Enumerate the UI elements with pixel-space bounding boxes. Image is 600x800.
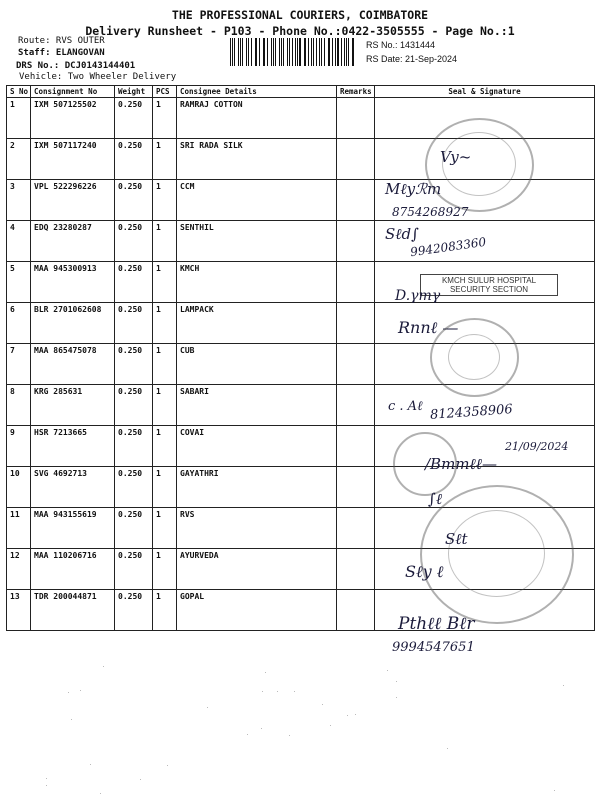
signature-11: Sℓt — [445, 530, 468, 548]
cell-weight: 0.250 — [115, 180, 153, 221]
signature-5: D.γmγ — [395, 288, 441, 304]
speck — [100, 793, 101, 794]
speck — [46, 785, 47, 786]
barcode-bar — [305, 38, 306, 66]
barcode-bar — [275, 38, 276, 66]
seal-stamp-11-inner — [448, 510, 545, 597]
speck — [355, 714, 356, 715]
cell-sno: 8 — [7, 385, 31, 426]
barcode-bar — [238, 38, 239, 66]
barcode-bar — [259, 38, 260, 66]
speck — [396, 681, 397, 682]
cell-consignment: EDQ 23280287 — [31, 221, 115, 262]
cell-sno: 13 — [7, 590, 31, 631]
barcode-bar — [335, 38, 336, 66]
cell-weight: 0.250 — [115, 590, 153, 631]
speck — [322, 704, 323, 705]
cell-pcs: 1 — [153, 303, 177, 344]
cell-weight: 0.250 — [115, 139, 153, 180]
cell-consignment: MAA 943155619 — [31, 508, 115, 549]
cell-sno: 4 — [7, 221, 31, 262]
barcode-bar — [313, 38, 314, 66]
speck — [71, 719, 72, 720]
signature-8: c . Aℓ — [388, 399, 423, 414]
cell-remarks — [337, 139, 375, 180]
cell-pcs: 1 — [153, 508, 177, 549]
cell-remarks — [337, 508, 375, 549]
cell-sno: 11 — [7, 508, 31, 549]
barcode-bar — [242, 38, 243, 66]
kmch-stamp-line2: SECURITY SECTION — [449, 285, 529, 294]
speck — [262, 691, 263, 692]
cell-consignee: GAYATHRI — [177, 467, 337, 508]
speck — [387, 670, 388, 671]
speck — [103, 666, 104, 667]
vehicle-label: Vehicle: Two Wheeler Delivery — [19, 72, 177, 82]
phone-4: 9942083360 — [409, 234, 487, 260]
cell-consignment: TDR 200044871 — [31, 590, 115, 631]
barcode-bar — [267, 38, 268, 66]
speck — [261, 728, 262, 729]
cell-pcs: 1 — [153, 180, 177, 221]
cell-consignee: RVS — [177, 508, 337, 549]
speck — [277, 691, 278, 692]
speck — [447, 748, 448, 749]
cell-consignee: RAMRAJ COTTON — [177, 98, 337, 139]
cell-weight: 0.250 — [115, 426, 153, 467]
cell-consignment: BLR 2701062608 — [31, 303, 115, 344]
cell-consignment: MAA 865475078 — [31, 344, 115, 385]
speck — [347, 715, 348, 716]
cell-remarks — [337, 549, 375, 590]
kmch-stamp-line1: KMCH SULUR HOSPITAL — [441, 276, 537, 285]
cell-pcs: 1 — [153, 139, 177, 180]
cell-consignment: IXM 507117240 — [31, 139, 115, 180]
col-pcs: PCS — [153, 86, 177, 98]
staff-label: Staff: ELANGOVAN — [18, 48, 105, 58]
col-remarks: Remarks — [337, 86, 375, 98]
speck — [90, 764, 91, 765]
cell-consignee: LAMPACK — [177, 303, 337, 344]
signature-10: ∫ℓ — [428, 490, 443, 508]
cell-sno: 6 — [7, 303, 31, 344]
speck — [167, 765, 168, 766]
cell-weight: 0.250 — [115, 221, 153, 262]
signature-13: Pthℓℓ Bℓr — [398, 614, 475, 634]
barcode-bar — [251, 38, 252, 66]
cell-pcs: 1 — [153, 590, 177, 631]
rs-date: RS Date: 21-Sep-2024 — [366, 54, 458, 64]
runsheet-title: Delivery Runsheet - P103 - Phone No.:0422-3505555 - Page No.:1 — [85, 24, 515, 38]
cell-weight: 0.250 — [115, 385, 153, 426]
cell-pcs: 1 — [153, 426, 177, 467]
col-sno: S No — [7, 86, 31, 98]
barcode-bar — [329, 38, 330, 66]
cell-weight: 0.250 — [115, 549, 153, 590]
cell-consignee: AYURVEDA — [177, 549, 337, 590]
cell-consignment: MAA 110206716 — [31, 549, 115, 590]
col-consignee: Consignee Details — [177, 86, 337, 98]
drs-number: DRS No.: DCJ0143144401 — [16, 61, 136, 71]
speck — [265, 672, 266, 673]
cell-consignee: CCM — [177, 180, 337, 221]
kmch-stamp — [420, 274, 558, 296]
speck — [207, 707, 208, 708]
cell-consignee: SRI RADA SILK — [177, 139, 337, 180]
cell-consignee: SABARI — [177, 385, 337, 426]
phone-13: 9994547651 — [392, 640, 475, 655]
rs-number: RS No.: 1431444 — [366, 40, 436, 50]
speck — [330, 725, 331, 726]
cell-weight: 0.250 — [115, 467, 153, 508]
speck — [554, 790, 555, 791]
cell-remarks — [337, 262, 375, 303]
cell-sno: 7 — [7, 344, 31, 385]
col-consignment: Consignment No — [31, 86, 115, 98]
phone-8: 8124358906 — [429, 402, 514, 423]
speck — [247, 734, 248, 735]
barcode-bar — [246, 38, 247, 66]
cell-remarks — [337, 98, 375, 139]
speck — [80, 690, 81, 691]
cell-consignment: KRG 285631 — [31, 385, 115, 426]
scan-noise — [0, 660, 600, 800]
cell-weight: 0.250 — [115, 98, 153, 139]
cell-sno: 5 — [7, 262, 31, 303]
date-9: 21/09/2024 — [505, 440, 569, 453]
cell-consignee: GOPAL — [177, 590, 337, 631]
table-row — [7, 221, 595, 262]
cell-consignee: KMCH — [177, 262, 337, 303]
cell-sno: 9 — [7, 426, 31, 467]
speck — [140, 779, 141, 780]
signature-9: /Bmmℓℓ— — [425, 455, 498, 473]
barcode-bar — [299, 38, 300, 66]
cell-consignee: CUB — [177, 344, 337, 385]
cell-sno: 2 — [7, 139, 31, 180]
cell-consignment: SVG 4692713 — [31, 467, 115, 508]
cell-remarks — [337, 385, 375, 426]
phone-3: 8754268927 — [392, 205, 469, 219]
cell-pcs: 1 — [153, 467, 177, 508]
speck — [563, 685, 564, 686]
cell-sno: 12 — [7, 549, 31, 590]
barcode-bar — [295, 38, 296, 66]
cell-pcs: 1 — [153, 385, 177, 426]
cell-consignment: HSR 7213665 — [31, 426, 115, 467]
speck — [68, 692, 69, 693]
signature-2: Vy~ — [440, 148, 472, 166]
cell-sno: 1 — [7, 98, 31, 139]
cell-weight: 0.250 — [115, 508, 153, 549]
table-header-row — [7, 86, 595, 98]
barcode-bar — [319, 38, 320, 66]
cell-consignment: MAA 945300913 — [31, 262, 115, 303]
route-label: Route: RVS OUTER — [18, 36, 105, 46]
speck — [289, 735, 290, 736]
cell-pcs: 1 — [153, 262, 177, 303]
signature-12: Sℓy ℓ — [405, 562, 444, 581]
cell-consignee: SENTHIL — [177, 221, 337, 262]
cell-sno: 3 — [7, 180, 31, 221]
col-seal-signature: Seal & Signature — [375, 86, 595, 98]
cell-remarks — [337, 590, 375, 631]
barcode-bar — [321, 38, 322, 66]
cell-pcs: 1 — [153, 221, 177, 262]
signature-4: Sℓd∫ — [385, 225, 419, 243]
barcode — [230, 38, 356, 66]
col-weight: Weight — [115, 86, 153, 98]
cell-remarks — [337, 180, 375, 221]
seal-stamp-7-inner — [448, 334, 500, 380]
cell-consignment: VPL 522296226 — [31, 180, 115, 221]
barcode-bar — [353, 38, 354, 66]
cell-pcs: 1 — [153, 549, 177, 590]
speck — [396, 697, 397, 698]
cell-remarks — [337, 426, 375, 467]
barcode-bar — [337, 38, 338, 66]
company-title: THE PROFESSIONAL COURIERS, COIMBATORE — [171, 8, 429, 22]
cell-weight: 0.250 — [115, 262, 153, 303]
cell-sno: 10 — [7, 467, 31, 508]
cell-remarks — [337, 303, 375, 344]
cell-pcs: 1 — [153, 98, 177, 139]
barcode-bar — [271, 38, 272, 66]
speck — [46, 778, 47, 779]
barcode-bar — [230, 38, 231, 66]
signature-3: Mℓyℛm — [385, 180, 442, 198]
speck — [294, 691, 295, 692]
cell-weight: 0.250 — [115, 303, 153, 344]
cell-consignee: COVAI — [177, 426, 337, 467]
signature-6: Rnnℓ — — [398, 318, 459, 337]
cell-pcs: 1 — [153, 344, 177, 385]
cell-remarks — [337, 221, 375, 262]
barcode-bar — [346, 38, 347, 66]
barcode-bar — [283, 38, 284, 66]
cell-remarks — [337, 344, 375, 385]
barcode-bar — [287, 38, 288, 66]
cell-remarks — [337, 467, 375, 508]
cell-consignment: IXM 507125502 — [31, 98, 115, 139]
cell-weight: 0.250 — [115, 344, 153, 385]
